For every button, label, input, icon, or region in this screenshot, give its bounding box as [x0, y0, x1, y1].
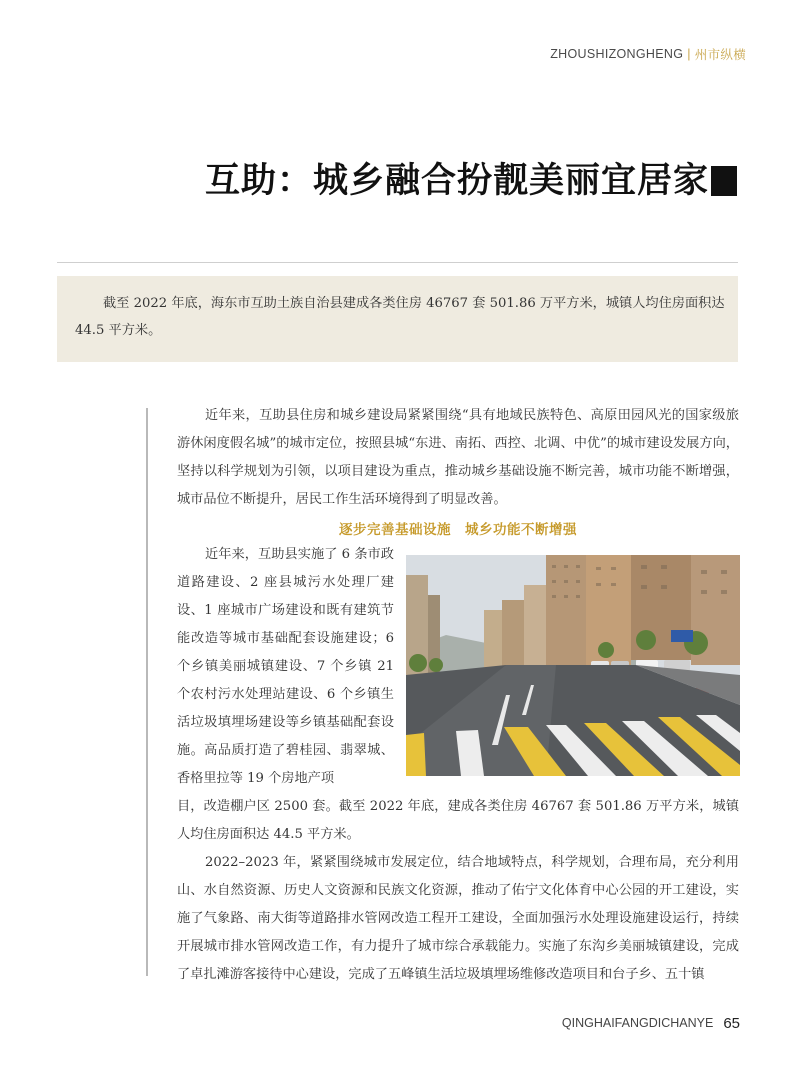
summary-text: 截至 2022 年底，海东市互助土族自治县建成各类住房 46767 套 501.86 万平方米，城镇人均住房面积达 44.5 平方米。	[75, 296, 725, 338]
page-number: 65	[723, 1014, 740, 1032]
body-paragraph-2: 近年来，互助县实施了 6 条市政道路建设、2 座县城污水处理厂建设、1 座城市广场建设和既有建筑节能改造等城市基础配套设施建设；6 个乡镇美丽城镇建设、7 个乡镇 21 个农村污水处理站建设、6 个乡镇生活垃圾填埋场建设等乡镇基础配套设施。高品质打造了碧桂园、翡翠城、香格里拉等 19 个房地产项	[177, 547, 394, 786]
section-subheading: 逐步完善基础设施 城乡功能不断增强	[339, 522, 577, 538]
article-title-text: 互助：城乡融合扮靓美丽宜居家	[204, 161, 709, 201]
body-paragraph-1: 近年来，互助县住房和城乡建设局紧紧围绕“具有地域民族特色、高原田园风光的国家级旅游休闲度假名城”的城市定位，按照县城“东进、南拓、西控、北调、中优”的城市建设发展方向，坚持以科学规划为引领，以项目建设为重点，推动城乡基础设施不断完善，城市功能不断增强，城市品位不断提升，居民工作生活环境得到了明显改善。	[177, 408, 739, 507]
section-name-en: ZHOUSHIZONGHENG	[550, 47, 684, 61]
section-name-cn: 州市纵横	[694, 47, 746, 62]
article-title	[205, 153, 737, 203]
summary-box	[57, 276, 738, 362]
page-footer	[560, 1011, 740, 1035]
street-photo	[406, 555, 740, 776]
header-separator: |	[687, 47, 691, 61]
body-paragraph-2-continued: 目，改造棚户区 2500 套。截至 2022 年底，建成各类住房 46767 套 501.86 万平方米，城镇人均住房面积达 44.5 平方米。	[177, 799, 739, 842]
left-rule	[146, 408, 148, 976]
title-glyph-block	[711, 166, 737, 196]
running-header	[500, 40, 746, 68]
body-paragraph-3: 2022–2023 年，紧紧围绕城市发展定位，结合地域特点，科学规划，合理布局，充分利用山、水自然资源、历史人文资源和民族文化资源，推动了佑宁文化体育中心公园的开工建设，实施了气象路、南大街等道路排水管网改造工程开工建设，全面加强污水处理设施建设运行，持续开展城市排水管网改造工作，有力提升了城市综合承载能力。实施了东沟乡美丽城镇建设，完成了卓扎滩游客接待中心建设，完成了五峰镇生活垃圾填埋场维修改造项目和台子乡、五十镇	[177, 855, 739, 982]
title-divider	[57, 262, 738, 263]
footer-magazine-name: QINGHAIFANGDICHANYE	[561, 1016, 714, 1030]
street-photo-icon	[406, 555, 740, 776]
